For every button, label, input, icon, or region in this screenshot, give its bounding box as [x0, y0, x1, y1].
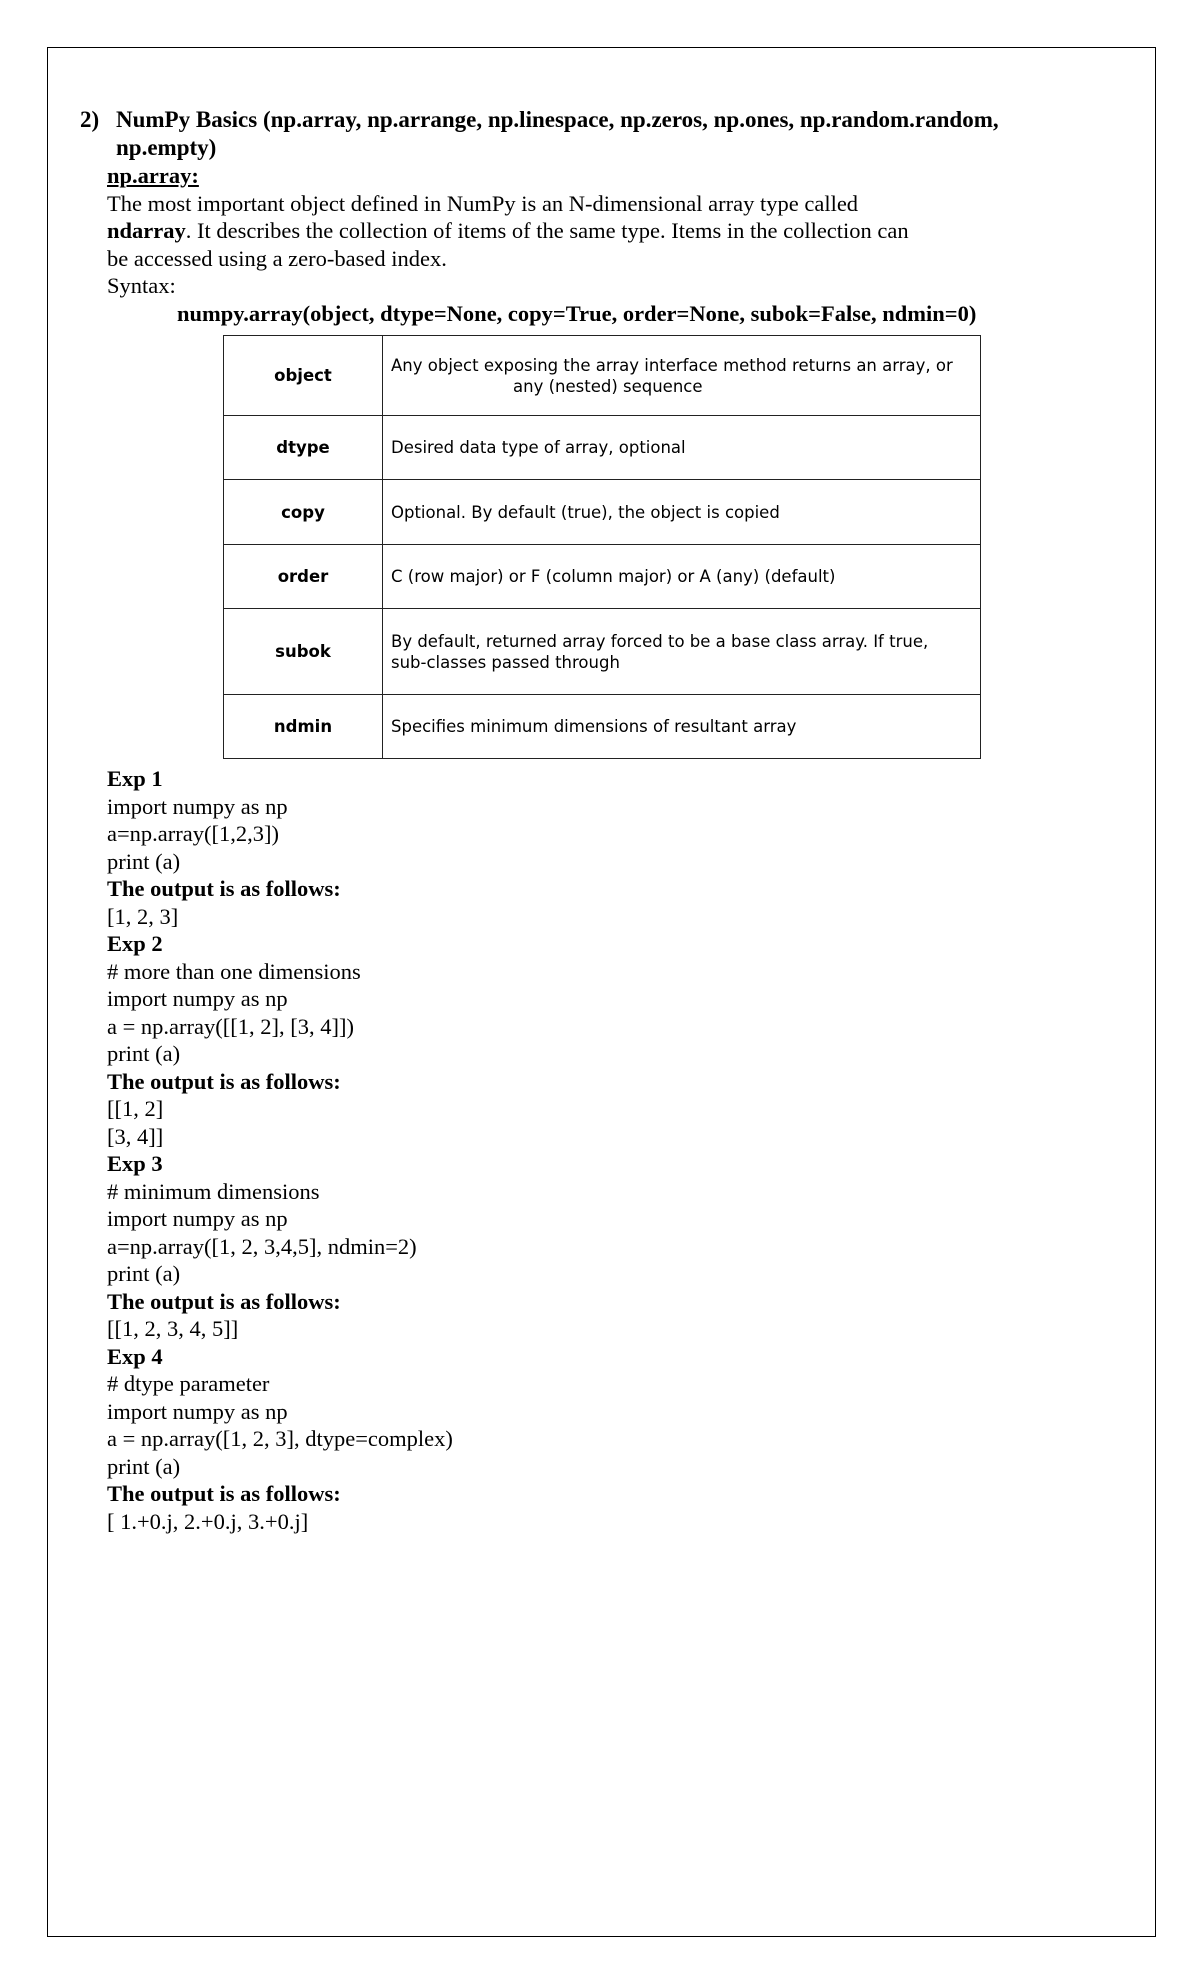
example-4 [107, 1343, 1067, 1536]
intro-line-1: The most important object defined in NumPy is an N-dimensional array type called [107, 190, 859, 216]
param-desc: Optional. By default (true), the object is copied [383, 480, 981, 545]
syntax-label: Syntax: [107, 273, 176, 298]
example-1 [107, 765, 1067, 930]
intro-line-3: be accessed using a zero-based index. [107, 245, 447, 271]
output-line: [1, 2, 3] [107, 903, 179, 929]
example-title: Exp 4 [107, 1343, 163, 1369]
output-label: The output is as follows: [107, 1481, 341, 1506]
table-row [224, 609, 981, 695]
code-line: a=np.array([1,2,3]) [107, 821, 279, 846]
code-line: print (a) [107, 1261, 181, 1286]
code-line: a=np.array([1, 2, 3,4,5], ndmin=2) [107, 1233, 417, 1259]
param-desc-line: sub-classes passed through [391, 652, 620, 672]
code-line: # more than one dimensions [107, 958, 361, 984]
output-label: The output is as follows: [107, 876, 341, 901]
param-name: ndmin [224, 695, 383, 759]
intro-part-2: . It describes the collection of items of the same type. Items in the collection can [185, 218, 909, 243]
output-label: The output is as follows: [107, 1068, 341, 1094]
table-row [224, 480, 981, 545]
param-name: object [224, 336, 383, 416]
example-3 [107, 1150, 1067, 1343]
code-line: print (a) [107, 1041, 181, 1066]
output-label: The output is as follows: [107, 1288, 341, 1314]
param-name: subok [224, 609, 383, 695]
param-desc: Specifies minimum dimensions of resultant array [383, 695, 981, 759]
code-line: a = np.array([1, 2, 3], dtype=complex) [107, 1426, 453, 1451]
intro-line-2 [107, 217, 1067, 245]
syntax-signature: numpy.array(object, dtype=None, copy=True, order=None, subok=False, ndmin=0) [177, 300, 977, 326]
output-line: [3, 4]] [107, 1123, 164, 1149]
section-heading [80, 106, 1040, 162]
ndarray-term: ndarray [107, 218, 186, 243]
code-line: import numpy as np [107, 793, 288, 819]
code-line: a = np.array([[1, 2], [3, 4]]) [107, 1013, 354, 1039]
code-line: print (a) [107, 848, 181, 874]
table-row [224, 336, 981, 416]
output-line: [[1, 2, 3, 4, 5]] [107, 1316, 239, 1341]
param-desc-line: By default, returned array forced to be a base class array. If true, [391, 631, 929, 651]
output-line: [ 1.+0.j, 2.+0.j, 3.+0.j] [107, 1508, 309, 1534]
param-name: copy [224, 480, 383, 545]
param-desc-line: any (nested) sequence [513, 376, 703, 396]
code-line: import numpy as np [107, 1206, 288, 1231]
param-desc: C (row major) or F (column major) or A (any) (default) [383, 545, 981, 609]
output-line: [[1, 2] [107, 1096, 164, 1121]
param-desc [383, 336, 981, 416]
example-title: Exp 3 [107, 1151, 163, 1176]
section-title: NumPy Basics (np.array, np.arrange, np.linespace, np.zeros, np.ones, np.random.random, np.empty) [116, 107, 999, 160]
example-2 [107, 930, 1067, 1150]
code-line: import numpy as np [107, 986, 288, 1011]
param-desc: Desired data type of array, optional [383, 416, 981, 480]
code-line: print (a) [107, 1453, 181, 1479]
document-body [107, 162, 1067, 1535]
example-title: Exp 1 [107, 766, 163, 791]
param-desc [383, 609, 981, 695]
code-line: # minimum dimensions [107, 1178, 320, 1204]
subtitle: np.array: [107, 163, 199, 188]
example-title: Exp 2 [107, 931, 163, 956]
table-row [224, 416, 981, 480]
table-row [224, 545, 981, 609]
section-number: 2) [80, 107, 100, 132]
param-desc-line: Any object exposing the array interface method returns an array, or [391, 355, 953, 375]
code-line: import numpy as np [107, 1398, 288, 1424]
param-name: dtype [224, 416, 383, 480]
code-line: # dtype parameter [107, 1371, 270, 1396]
param-name: order [224, 545, 383, 609]
parameters-table [223, 335, 981, 759]
table-row [224, 695, 981, 759]
